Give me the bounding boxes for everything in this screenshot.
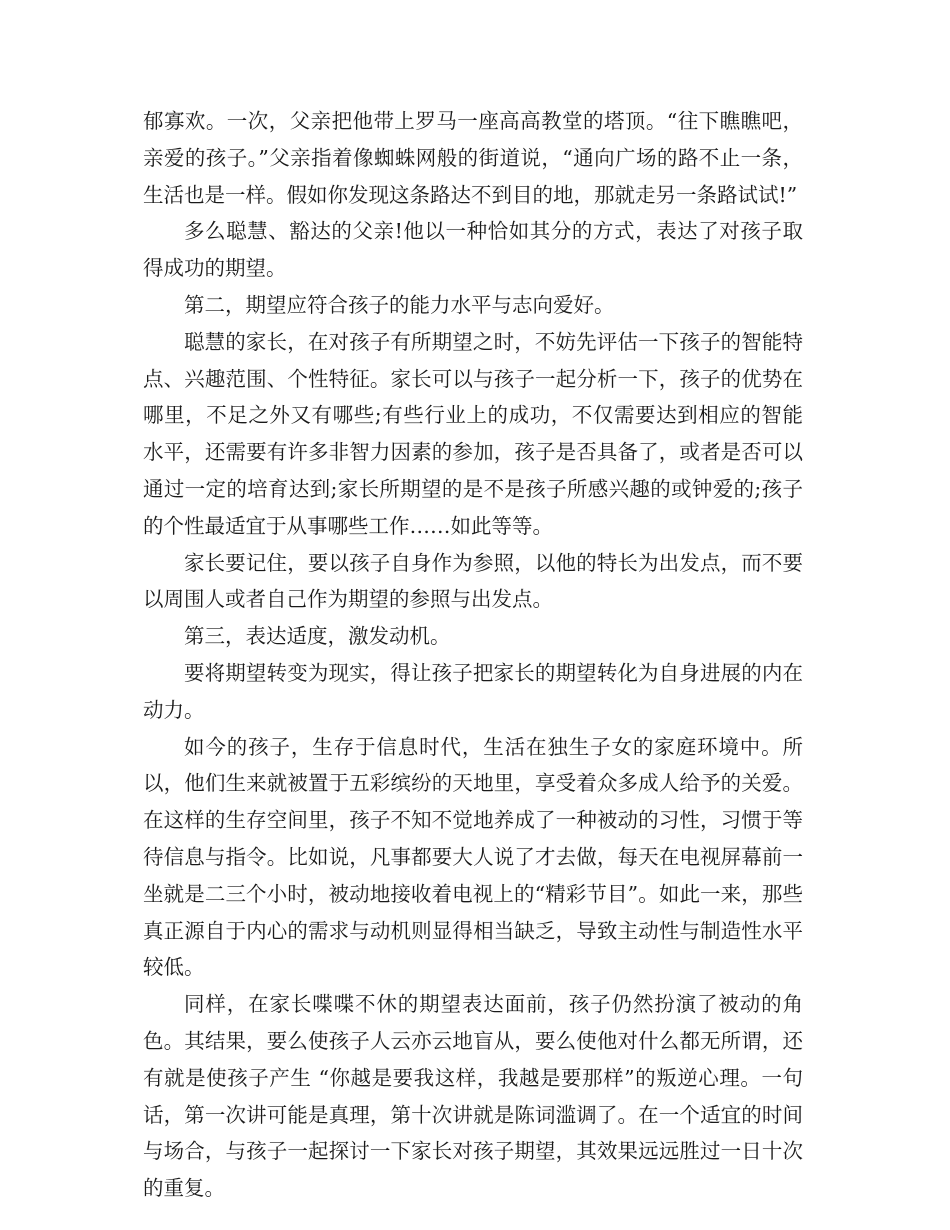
section-heading: 第二，期望应符合孩子的能力水平与志向爱好。 <box>184 292 615 317</box>
document-body <box>143 103 803 1207</box>
paragraph: 聪慧的家长，在对孩子有所期望之时，不妨先评估一下孩子的智能特点、兴趣范围、个性特征。家长可以与孩子一起分析一下，孩子的优势在哪里，不足之外又有哪些;有些行业上的成功，不仅需要达到相应的智能水平，还需要有许多非智力因素的参加，孩子是否具备了，或者是否可以通过一定的培育达到;家长所期望的是不是孩子所感兴趣的或钟爱的;孩子的个性最适宜于从事哪些工作……如此等等。 <box>143 329 803 538</box>
paragraph: 家长要记住，要以孩子自身作为参照，以他的特长为出发点，而不要以周围人或者自己作为期望的参照与出发点。 <box>143 550 803 612</box>
paragraph: 如今的孩子，生存于信息时代，生活在独生子女的家庭环境中。所以，他们生来就被置于五彩缤纷的天地里，享受着众多成人给予的关爱。在这样的生存空间里，孩子不知不觉地养成了一种被动的习性，习惯于等待信息与指令。比如说，凡事都要大人说了才去做，每天在电视屏幕前一坐就是二三个小时，被动地接收着电视上的“精彩节目”。如此一来，那些真正源自于内心的需求与动机则显得相当缺乏，导致主动性与制造性水平较低。 <box>143 734 803 980</box>
paragraph: 要将期望转变为现实，得让孩子把家长的期望转化为自身进展的内在动力。 <box>143 660 803 722</box>
section-heading: 第三，表达适度，激发动机。 <box>184 624 451 649</box>
paragraph: 多么聪慧、豁达的父亲!他以一种恰如其分的方式，表达了对孩子取得成功的期望。 <box>143 219 803 281</box>
paragraph-continuation: 郁寡欢。一次，父亲把他带上罗马一座高高教堂的塔顶。“往下瞧瞧吧，亲爱的孩子。”父亲指着像蜘蛛网般的街道说，“通向广场的路不止一条，生活也是一样。假如你发现这条路达不到目的地，那就走另一条路试试!” <box>143 109 803 207</box>
paragraph: 同样，在家长喋喋不休的期望表达面前，孩子仍然扮演了被动的角色。其结果，要么使孩子人云亦云地盲从，要么使他对什么都无所谓，还有就是使孩子产生 “你越是要我这样，我越是要那样”的叛逆心理。一句话，第一次讲可能是真理，第十次讲就是陈词滥调了。在一个适宜的时间与场合，与孩子一起探讨一下家长对孩子期望，其效果远远胜过一日十次的重复。 <box>143 992 803 1201</box>
